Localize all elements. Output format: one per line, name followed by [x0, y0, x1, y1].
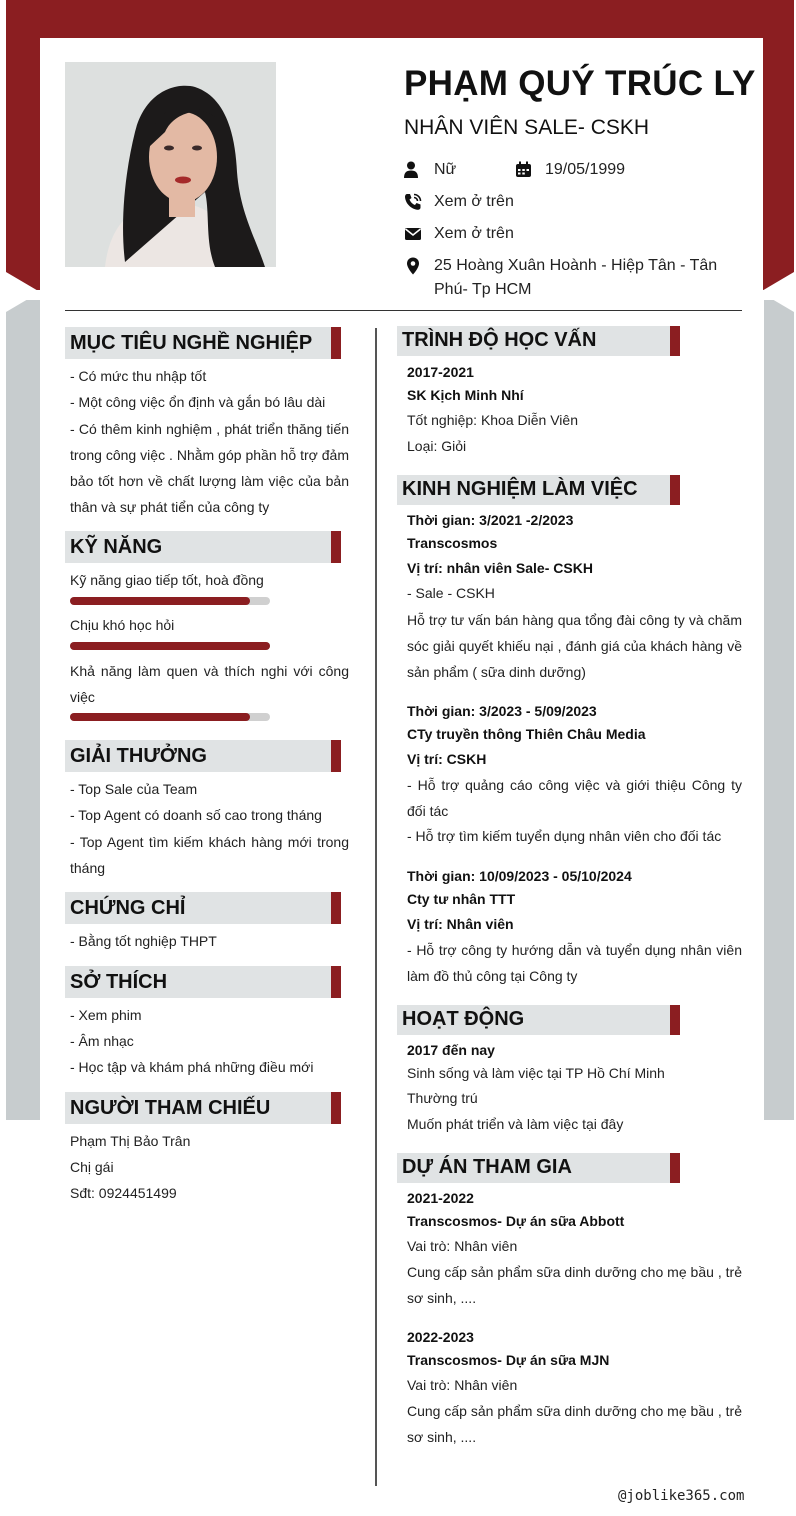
job1-desc-1: - Sale - CSKH [407, 585, 495, 601]
left-gray-band [6, 300, 40, 1120]
skill-label-1: Kỹ năng giao tiếp tốt, hoà đồng [70, 572, 264, 588]
project2-period: 2022-2023 [407, 1329, 474, 1345]
project1-name: Transcosmos- Dự án sữa Abbott [407, 1213, 625, 1229]
activities-title: HOẠT ĐỘNG [402, 1008, 525, 1030]
hobbies-heading [65, 966, 341, 998]
project1-period: 2021-2022 [407, 1190, 474, 1206]
projects-title: DỰ ÁN THAM GIA [402, 1156, 572, 1178]
job3-desc-1: - Hỗ trợ công ty hướng dẫn và tuyển dụng nhân viên làm đồ thủ công tại Công ty [407, 942, 742, 984]
job3-position: Vị trí: Nhân viên [407, 916, 514, 932]
experience-title: KINH NGHIỆM LÀM VIỆC [402, 478, 638, 500]
phone-value: Xem ở trên [434, 193, 514, 210]
column-divider [375, 328, 377, 1486]
activities-period: 2017 đến nay [407, 1042, 495, 1058]
job2-position: Vị trí: CSKH [407, 751, 487, 767]
activities-line-2: Thường trú [407, 1090, 478, 1106]
reference-phone: Sđt: 0924451499 [70, 1185, 177, 1201]
skill-bar-2 [70, 642, 270, 650]
certificates-heading [65, 892, 341, 924]
project1-desc: Cung cấp sản phẩm sữa dinh dưỡng cho mẹ bầu , trẻ sơ sinh, .... [407, 1264, 742, 1306]
hobby-line-3: - Học tập và khám phá những điều mới [70, 1059, 314, 1075]
project1-role: Vai trò: Nhân viên [407, 1238, 518, 1254]
certificates-title: CHỨNG CHỈ [70, 897, 186, 919]
project2-role: Vai trò: Nhân viên [407, 1377, 518, 1393]
profile-photo [65, 62, 276, 267]
gender-value: Nữ [434, 161, 457, 178]
reference-relation: Chị gái [70, 1159, 114, 1175]
hobby-line-1: - Xem phim [70, 1007, 142, 1023]
activities-line-3: Muốn phát triển và làm việc tại đây [407, 1116, 624, 1132]
activities-line-1: Sinh sống và làm việc tại TP Hồ Chí Minh [407, 1065, 665, 1081]
education-period: 2017-2021 [407, 364, 474, 380]
location-pin-icon [404, 257, 422, 275]
job3-company: Cty tư nhân TTT [407, 891, 516, 907]
address-row [404, 254, 744, 302]
job3-time: Thời gian: 10/09/2023 - 05/10/2024 [407, 868, 632, 884]
mail-icon [404, 225, 422, 243]
header-divider [65, 310, 742, 311]
activities-heading [397, 1005, 680, 1035]
skill-bar-3 [70, 713, 270, 721]
award-line-3: - Top Agent tìm kiếm khách hàng mới trong tháng [70, 834, 349, 876]
skill-label-2: Chịu khó học hỏi [70, 617, 175, 633]
job1-company: Transcosmos [407, 535, 498, 551]
objective-line-3: - Có thêm kinh nghiệm , phát triển thăng tiến trong công việc . Nhằm góp phần hỗ trợ đảm bảo tốt hơn về chất lượng làm việc của bản thân và sự phát tiển của công ty [70, 421, 349, 515]
left-notch [6, 272, 40, 312]
projects-heading [397, 1153, 680, 1183]
references-title: NGƯỜI THAM CHIẾU [70, 1097, 271, 1119]
project2-desc: Cung cấp sản phẩm sữa dinh dưỡng cho mẹ bầu , trẻ sơ sinh, .... [407, 1403, 742, 1445]
awards-heading [65, 740, 341, 772]
education-title: TRÌNH ĐỘ HỌC VẤN [402, 329, 597, 351]
hobbies-title: SỞ THÍCH [70, 971, 168, 993]
objective-line-1: - Có mức thu nhập tốt [70, 368, 207, 384]
calendar-icon [515, 161, 533, 179]
awards-title: GIẢI THƯỞNG [70, 745, 207, 767]
references-heading [65, 1092, 341, 1124]
skills-heading [65, 531, 341, 563]
candidate-role: NHÂN VIÊN SALE- CSKH [404, 116, 650, 139]
job2-time: Thời gian: 3/2023 - 5/09/2023 [407, 703, 597, 719]
dob-row [515, 158, 675, 182]
job1-position: Vị trí: nhân viên Sale- CSKH [407, 560, 593, 576]
hobby-line-2: - Âm nhạc [70, 1033, 134, 1049]
job1-desc-2: Hỗ trợ tư vấn bán hàng qua tổng đài công ty và chăm sóc giải quyết khiếu nại , đánh giá của khách hàng về sản phẩm ( sữa dinh dưỡng) [407, 612, 742, 680]
job2-desc-2: - Hỗ trợ tìm kiếm tuyển dụng nhân viên cho đối tác [407, 828, 722, 844]
education-major: Tốt nghiệp: Khoa Diễn Viên [407, 412, 578, 428]
award-line-1: - Top Sale của Team [70, 781, 198, 797]
candidate-name: PHẠM QUÝ TRÚC LY [404, 64, 756, 103]
phone-icon [404, 193, 422, 211]
email-row [404, 222, 604, 246]
phone-row [404, 190, 604, 214]
job2-desc-1: - Hỗ trợ quảng cáo công việc và giới thiệu Công ty đối tác [407, 777, 742, 819]
address-line-1: 25 Hoàng Xuân Hoành - Hiệp Tân - Tân [434, 257, 718, 274]
person-icon [404, 161, 422, 179]
watermark-url: @joblike365.com [618, 1488, 745, 1504]
education-grade: Loại: Giỏi [407, 438, 467, 454]
job1-time: Thời gian: 3/2021 -2/2023 [407, 512, 574, 528]
skill-label-3: Khả năng làm quen và thích nghi với công việc [70, 663, 349, 705]
email-value: Xem ở trên [434, 225, 514, 242]
objective-title: MỤC TIÊU NGHỀ NGHIỆP [70, 332, 313, 354]
job2-company: CTy truyền thông Thiên Châu Media [407, 726, 646, 742]
address-line-2: Phú- Tp HCM [434, 281, 532, 298]
portrait-illustration [65, 62, 276, 267]
right-notch [760, 272, 794, 312]
right-gray-band [764, 300, 794, 1120]
education-heading [397, 326, 680, 356]
project2-name: Transcosmos- Dự án sữa MJN [407, 1352, 610, 1368]
skill-bar-1 [70, 597, 270, 605]
certificate-line-1: - Bằng tốt nghiệp THPT [70, 933, 217, 949]
dob-value: 19/05/1999 [545, 161, 626, 178]
objective-heading [65, 327, 341, 359]
education-school: SK Kịch Minh Nhí [407, 387, 524, 403]
reference-name: Phạm Thị Bảo Trân [70, 1133, 191, 1149]
award-line-2: - Top Agent có doanh số cao trong tháng [70, 807, 322, 823]
skills-title: KỸ NĂNG [70, 536, 163, 558]
experience-heading [397, 475, 680, 505]
objective-line-2: - Một công việc ổn định và gắn bó lâu dài [70, 394, 326, 410]
